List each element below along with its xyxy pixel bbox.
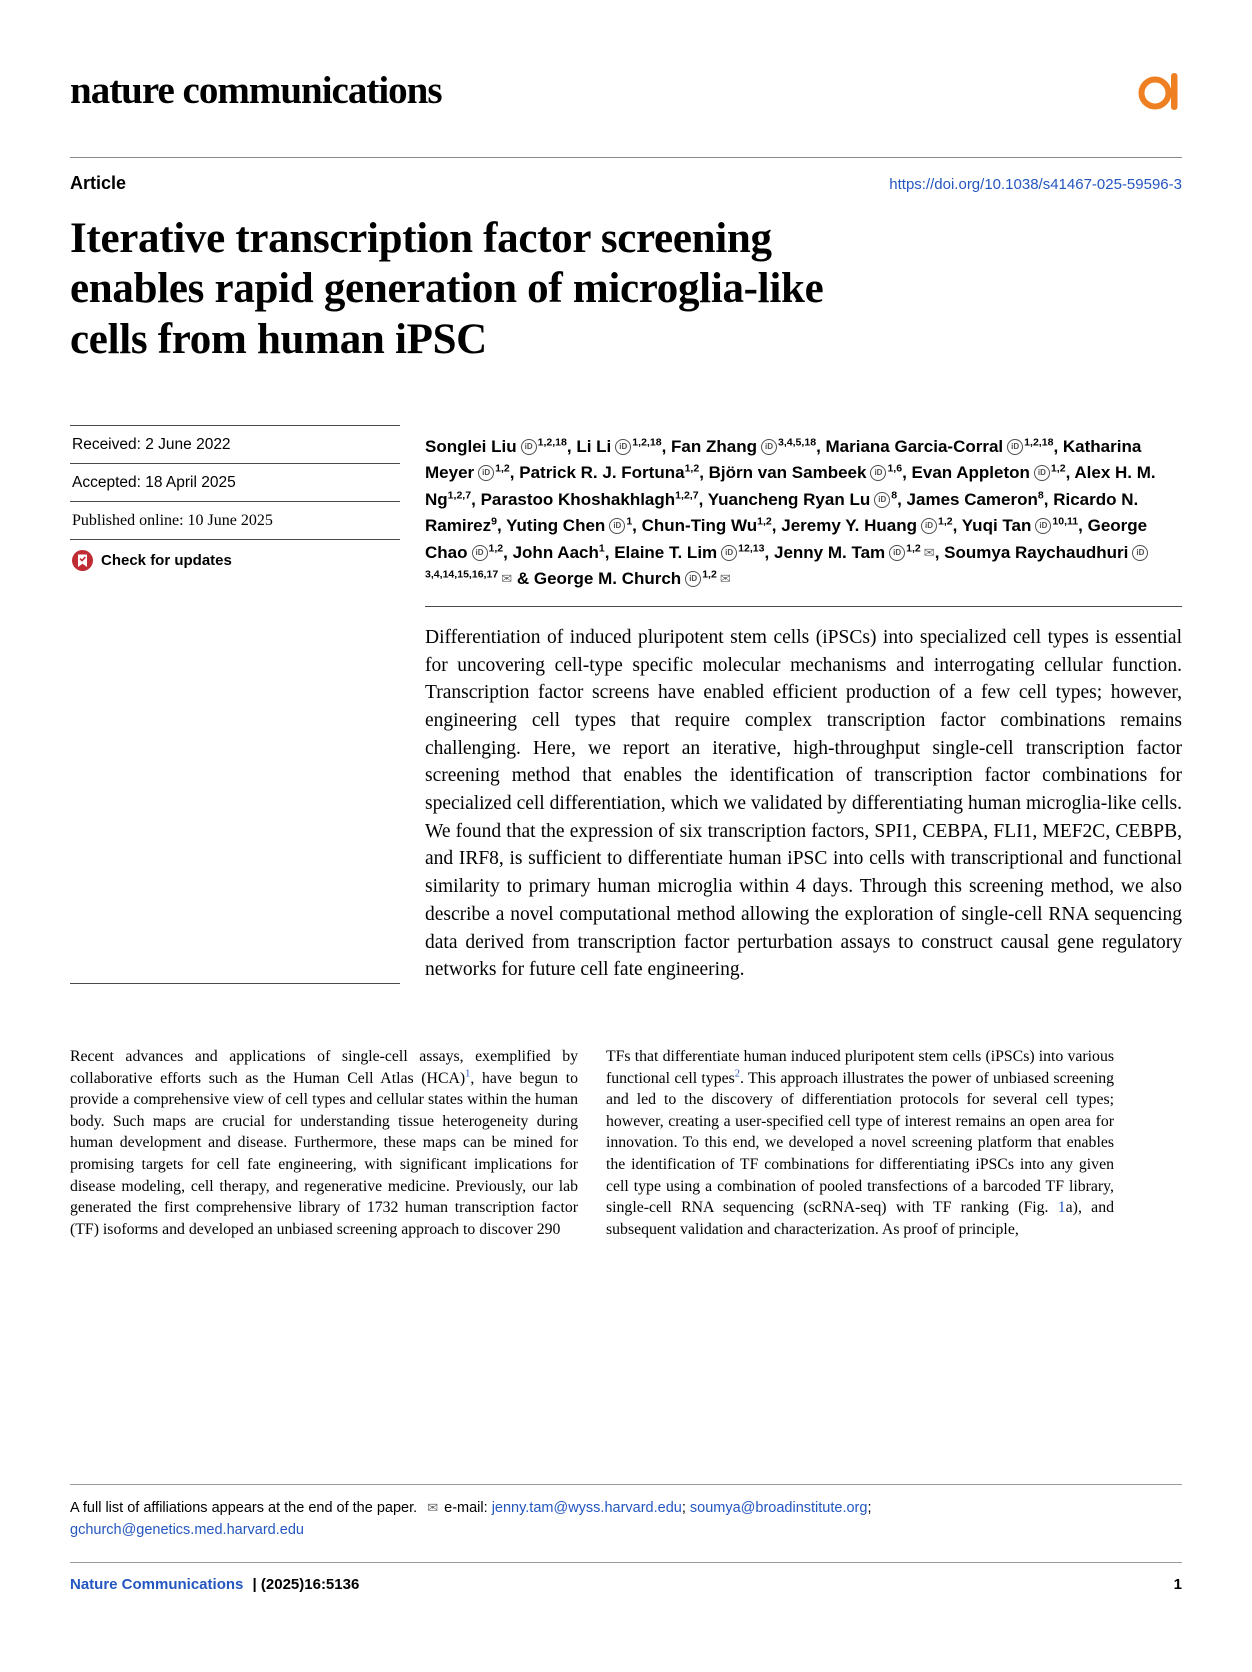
footer-citation-group	[70, 1576, 359, 1593]
check-for-updates-label: Check for updates	[101, 551, 232, 569]
body-right-column	[606, 1046, 1114, 1241]
author-name: Alex H. M. Ng	[425, 463, 1156, 509]
author-name: Elaine T. Lim	[614, 542, 718, 562]
reference-link[interactable]: 1	[465, 1068, 471, 1080]
author-affiliations: 10,11	[1052, 515, 1079, 528]
author	[671, 437, 816, 456]
author	[506, 516, 632, 535]
author	[907, 490, 1044, 509]
author-name: George M. Church	[533, 569, 682, 589]
title-line: cells from human iPSC	[70, 315, 487, 363]
author-name: Björn van Sambeek	[708, 463, 867, 483]
author	[576, 437, 661, 456]
body-left-column	[70, 1046, 578, 1241]
author-name: George Chao	[425, 516, 1148, 562]
author-affiliations: 12,13	[738, 542, 765, 555]
reference-link[interactable]: 1	[1057, 1199, 1066, 1217]
author-affiliations: 8	[1037, 489, 1044, 502]
body-text: TFs that differentiate human induced pluripotent stem cells (iPSCs) into various functional cell types	[606, 1047, 1114, 1087]
author	[708, 490, 897, 509]
author-affiliations: 3,4,5,18	[777, 436, 817, 449]
author-name: Yuancheng Ryan Lu	[707, 489, 871, 509]
email-link[interactable]: gchurch@genetics.med.harvard.edu	[70, 1522, 304, 1539]
author-affiliations: 1,2	[906, 542, 921, 555]
author	[425, 437, 567, 456]
page-title	[70, 214, 1182, 365]
author-name: Ricardo N. Ramirez	[425, 489, 1139, 536]
email-link[interactable]: jenny.tam@wyss.harvard.edu	[491, 1500, 682, 1516]
article-type-label: Article	[70, 173, 127, 193]
author	[513, 543, 605, 562]
article-history	[70, 425, 400, 984]
author-affiliations: 1,2,7	[447, 489, 472, 502]
article-body	[70, 1046, 1182, 1241]
author	[912, 463, 1066, 482]
author	[642, 516, 772, 535]
body-text: a), and subsequent validation and characterization. As proof of principle,	[606, 1199, 1114, 1239]
author-name: Songlei Liu	[425, 436, 517, 456]
email-icon: ✉	[427, 1500, 439, 1515]
info-section	[70, 425, 1182, 984]
author-name: James Cameron	[906, 489, 1038, 509]
page-number: 1	[1173, 1576, 1182, 1593]
orcid-icon[interactable]: iD	[870, 465, 886, 481]
crossmark-icon	[72, 550, 93, 571]
author-list: Songlei Liu iD $^{1,2,18}$, Li Li iD $^{1,2,18}$, Fan Zhang iD $^{3,4,5,18}$, Mariana Garcia-Corral iD $^{1,2,18}$, Katharina Meyer iD $^{1,2}$, Patrick R. J. Fortuna$^{1,2}$, Björn van Sambeek iD $^{1,6}$, Evan Appleton iD $^{1,2}$, Alex H. M. Ng$^{1,2,7}$, Parastoo Khoshakhlagh$^{1,2,7}$, Yuancheng Ryan Lu iD $^8$, James Cameron$^8$, Ricardo N. Ramirez$^9$, Yuting Chen iD $^1$, Chun-Ting Wu$^{1,2}$, Jeremy Y. Huang iD $^{1,2}$, Yuqi Tan iD $^{10,11}$, George Chao iD $^{1,2}$, John Aach$^1$, Elaine T. Lim iD $^{12,13}$, Jenny M. Tam iD $^{1,2}$ ✉, Soumya Raychaudhuri iD$^{3,4,14,15,16,17}$ ✉ & George M. Church iD $^{1,2}$ ✉	[425, 436, 1156, 589]
author-affiliations: 1,2	[938, 515, 953, 528]
orcid-icon[interactable]: iD	[521, 439, 537, 455]
author-name: Chun-Ting Wu	[641, 516, 758, 536]
open-access-icon[interactable]	[1136, 68, 1182, 119]
author-affiliations: 3,4,14,15,16,17	[425, 568, 499, 581]
author	[826, 437, 1054, 456]
article-row	[70, 173, 1182, 194]
author-affiliations: 1,2,7	[675, 489, 699, 502]
header-divider	[70, 157, 1182, 158]
author-name: Mariana Garcia-Corral	[825, 436, 1004, 456]
page-footer	[70, 1562, 1182, 1593]
title-line: Iterative transcription factor screening	[70, 215, 772, 262]
corresponding-email-icon[interactable]: ✉	[719, 571, 731, 587]
author-affiliations: 1,2,18	[537, 436, 567, 449]
orcid-icon[interactable]: iD	[761, 439, 777, 455]
orcid-icon[interactable]: iD	[1132, 545, 1148, 561]
footer-journal-link[interactable]: Nature Communications	[70, 1576, 244, 1593]
reference-link[interactable]: 2	[734, 1068, 740, 1080]
author-affiliations: 9	[491, 515, 497, 528]
orcid-icon[interactable]: iD	[609, 518, 625, 534]
author	[962, 516, 1078, 535]
body-text: , have begun to provide a comprehensive view of cell types and cellular states within the human body. Such maps are crucial for understanding tissue heterogeneity during human development and disease. Furthermore, these maps can be mined for promising targets for cell fate engineering, with significant implications for disease modeling, cell therapy, and regenerative medicine. Previously, our lab generated the first comprehensive library of 1732 human transcription factor (TF) isoforms and developed an unbiased screening approach to discover 290	[70, 1069, 578, 1239]
author-name: Li Li	[576, 436, 612, 456]
author-name: Jenny M. Tam	[773, 542, 886, 562]
author-affiliations: 1,2	[495, 462, 510, 475]
orcid-icon[interactable]: iD	[478, 465, 494, 481]
corresponding-email-icon[interactable]: ✉	[501, 571, 513, 587]
published-date: Published online: 10 June 2025	[70, 501, 400, 539]
received-date: Received: 2 June 2022	[70, 425, 400, 463]
author-name: John Aach	[512, 542, 599, 562]
accepted-date: Accepted: 18 April 2025	[70, 463, 400, 501]
author-affiliations: 1,2	[488, 542, 504, 555]
separator: ;	[681, 1500, 690, 1516]
orcid-icon[interactable]: iD	[1007, 439, 1023, 455]
author-name: Yuqi Tan	[961, 516, 1032, 536]
author-affiliations: 1,2	[684, 462, 700, 475]
author-name: Patrick R. J. Fortuna	[519, 463, 685, 483]
author	[519, 463, 699, 482]
author-affiliations: 1,2	[757, 515, 772, 528]
author-name: Fan Zhang	[671, 436, 757, 456]
author	[781, 516, 952, 535]
author	[614, 543, 764, 562]
author-name: Soumya Raychaudhuri	[944, 542, 1129, 562]
author	[709, 463, 902, 482]
orcid-icon[interactable]: iD	[615, 439, 631, 455]
author-name: Jeremy Y. Huang	[781, 516, 917, 536]
corresponding-email-icon[interactable]: ✉	[923, 544, 935, 560]
orcid-icon[interactable]: iD	[874, 492, 890, 508]
footer-citation: | (2025)16:5136	[252, 1576, 360, 1593]
affiliations-note: A full list of affiliations appears at the end of the paper.	[70, 1500, 418, 1516]
footnote	[70, 1484, 1182, 1542]
author	[774, 543, 935, 562]
abstract-divider	[425, 606, 1182, 607]
abstract: Differentiation of induced pluripotent stem cells (iPSCs) into specialized cell types is essential for uncovering cell-type specific molecular mechanisms and interrogating cellular function. Transcription factor screens have enabled efficient production of a few cell types; however, engineering cell types that require complex transcription factor combinations remains challenging. Here, we report an iterative, high-throughput single-cell transcription factor screening method that enables the identification of transcription factor combinations for specialized cell differentiation, which we validated by differentiating human microglia-like cells. We found that the expression of six transcription factors, SPI1, CEBPA, FLI1, MEF2C, CEBPB, and IRF8, is sufficient to differentiate human iPSC into cells with transcriptional and functional similarity to primary human microglia within 4 days. Through this screening method, we also describe a novel computational method allowing the exploration of single-cell RNA sequencing data derived from transcription factor perturbation assays to construct causal gene regulatory networks for future cell fate engineering.	[425, 626, 1182, 981]
author-affiliations: 1,2	[702, 568, 717, 581]
orcid-icon[interactable]: iD	[1034, 465, 1050, 481]
doi-link[interactable]: https://doi.org/10.1038/s41467-025-59596-3	[889, 176, 1182, 193]
author-affiliations: 1	[626, 515, 633, 528]
author-affiliations: 1,6	[887, 462, 903, 475]
check-for-updates-button[interactable]	[70, 539, 400, 580]
body-text: . This approach illustrates the power of unbiased screening and led to the discovery of differentiation protocols for several cell types; however, creating a user-specified cell type of interest remains an open area for innovation. To this end, we developed a novel screening platform that enables the identification of TF combinations for differentiating iPSCs into any given cell type using a combination of pooled transfections of a barcoded TF library, single-cell RNA sequencing (scRNA-seq) with TF ranking (Fig.	[606, 1069, 1114, 1217]
email-link[interactable]: soumya@broadinstitute.org	[689, 1500, 868, 1516]
author	[481, 490, 699, 509]
author-name: Yuting Chen	[506, 516, 606, 536]
title-line: enables rapid generation of microglia-like	[70, 265, 824, 313]
orcid-icon[interactable]: iD	[1035, 518, 1051, 534]
author-name: Katharina Meyer	[425, 436, 1142, 483]
orcid-icon[interactable]: iD	[921, 518, 937, 534]
orcid-icon[interactable]: iD	[685, 571, 701, 587]
author-affiliations: 1,2,18	[632, 436, 662, 449]
author-name: Evan Appleton	[911, 463, 1030, 483]
orcid-icon[interactable]: iD	[721, 545, 737, 561]
orcid-icon[interactable]: iD	[889, 545, 905, 561]
body-text: Recent advances and applications of single-cell assays, exemplified by collaborative efforts such as the Human Cell Atlas (HCA)	[70, 1047, 578, 1087]
separator: ;	[867, 1500, 872, 1516]
page-header	[70, 0, 1182, 119]
author-affiliations: 1,2,18	[1024, 436, 1054, 449]
authors-and-abstract	[425, 425, 1182, 984]
email-label: e-mail:	[444, 1500, 488, 1516]
author-name: Parastoo Khoshakhlagh	[480, 489, 676, 509]
author	[534, 569, 731, 588]
author-affiliations: 8	[891, 489, 898, 502]
orcid-icon[interactable]: iD	[472, 545, 488, 561]
journal-logo: nature communications	[70, 69, 442, 112]
author-affiliations: 1,2	[1050, 462, 1066, 475]
author-affiliations: 1	[598, 542, 605, 555]
